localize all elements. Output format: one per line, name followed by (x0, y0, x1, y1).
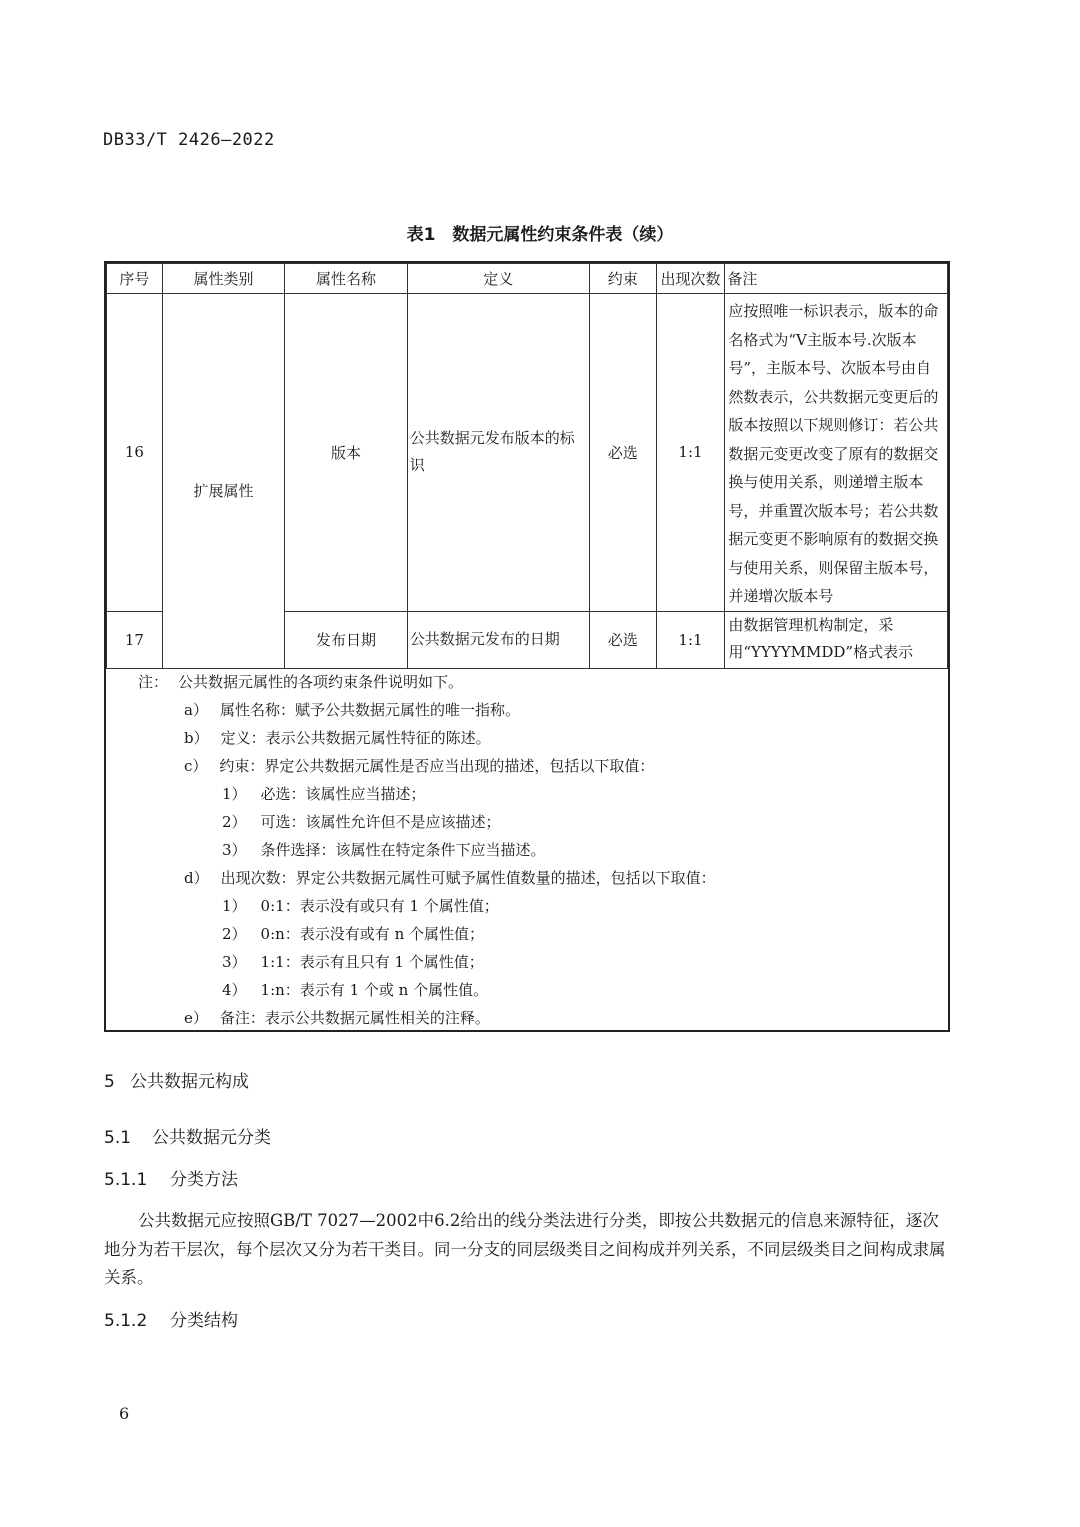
note-mark: 2） (222, 813, 247, 831)
paragraph-text: 公共数据元应按照GB/T 7027—2002中6.2给出的线分类法进行分类，即按公共数据元的信息来源特征，逐次地分为若干层次，每个层次又分为若干类目。同一分支的同层级类目之间构成并列关系，不同层级类目之间构成隶属关系。 (104, 1211, 946, 1287)
section-5-1-1-heading (104, 1165, 238, 1190)
note-subitem (222, 951, 484, 972)
section-title: 公共数据元分类 (152, 1128, 271, 1148)
document-id: DB33/T 2426—2022 (103, 130, 275, 150)
cell-remarks: 由数据管理机构制定，采用“YYYYMMDD”格式表示 (725, 611, 948, 668)
note-subitem (222, 923, 484, 944)
cell-occurrence: 1:1 (656, 294, 725, 612)
note-text: 属性名称：赋予公共数据元属性的唯一指称。 (219, 701, 520, 719)
cell-definition: 公共数据元发布的日期 (407, 611, 589, 668)
col-header-remarks: 备注 (725, 264, 948, 294)
note-text: 1:1：表示有且只有 1 个属性值； (260, 953, 484, 971)
col-header-seq: 序号 (107, 264, 163, 294)
note-subitem (222, 839, 546, 860)
note-subitem (222, 783, 426, 804)
note-mark: 1） (222, 785, 247, 803)
note-mark: 4） (222, 981, 247, 999)
cell-constraint: 必选 (589, 611, 656, 668)
note-text: 0:1：表示没有或只有 1 个属性值； (260, 897, 499, 915)
note-intro-line (138, 671, 463, 692)
section-number: 5.1.1 (104, 1170, 148, 1190)
note-text: 1:n：表示有 1 个或 n 个属性值。 (260, 981, 489, 999)
note-item (184, 867, 716, 888)
note-text: 必选：该属性应当描述； (260, 785, 426, 803)
col-header-definition: 定义 (407, 264, 589, 294)
cell-category: 扩展属性 (162, 294, 284, 669)
note-label: 注： (138, 673, 169, 691)
section-5-1-2-heading (104, 1306, 238, 1331)
note-subitem (222, 979, 488, 1000)
note-item (184, 1007, 490, 1028)
col-header-category: 属性类别 (162, 264, 284, 294)
note-mark: b） (184, 729, 209, 747)
col-header-occurrence: 出现次数 (656, 264, 725, 294)
note-text: 条件选择：该属性在特定条件下应当描述。 (260, 841, 546, 859)
note-mark: e） (184, 1009, 208, 1027)
section-5-1-heading (104, 1123, 271, 1148)
note-intro: 公共数据元属性的各项约束条件说明如下。 (178, 673, 464, 691)
table-caption: 表1 数据元属性约束条件表（续） (406, 225, 674, 245)
note-mark: 2） (222, 925, 247, 943)
section-number: 5.1.2 (104, 1311, 148, 1331)
note-subitem (222, 895, 499, 916)
note-text: 备注：表示公共数据元属性相关的注释。 (219, 1009, 490, 1027)
table-row (107, 294, 948, 612)
cell-seq: 17 (107, 611, 163, 668)
cell-constraint: 必选 (589, 294, 656, 612)
note-text: 出现次数：界定公共数据元属性可赋予属性值数量的描述，包括以下取值： (220, 869, 716, 887)
cell-occurrence: 1:1 (656, 611, 725, 668)
section-title: 分类结构 (170, 1311, 238, 1331)
note-text: 可选：该属性允许但不是应该描述； (260, 813, 501, 831)
note-text: 约束：界定公共数据元属性是否应当出现的描述，包括以下取值： (219, 757, 655, 775)
note-item (184, 727, 491, 748)
cell-name: 版本 (285, 294, 407, 612)
note-mark: 1） (222, 897, 247, 915)
cell-definition: 公共数据元发布版本的标识 (407, 294, 589, 612)
note-item (184, 699, 520, 720)
section-number: 5 (104, 1072, 115, 1092)
section-5-heading (104, 1067, 249, 1092)
col-header-name: 属性名称 (285, 264, 407, 294)
note-mark: 3） (222, 841, 247, 859)
note-subitem (222, 811, 501, 832)
section-title: 分类方法 (170, 1170, 238, 1190)
note-mark: 3） (222, 953, 247, 971)
col-header-constraint: 约束 (589, 264, 656, 294)
cell-remarks: 应按照唯一标识表示，版本的命名格式为“V主版本号.次版本号”，主版本号、次版本号由自然数表示，公共数据元变更后的版本按照以下规则修订：若公共数据元变更改变了原有的数据交换与使用关系，则递增主版本号，并重置次版本号；若公共数据元变更不影响原有的数据交换与使用关系，则保留主版本号，并递增次版本号 (725, 294, 948, 612)
page-number: 6 (119, 1404, 130, 1423)
body-paragraph (104, 1207, 952, 1293)
section-title: 公共数据元构成 (130, 1072, 249, 1092)
note-mark: a） (184, 701, 208, 719)
cell-name: 发布日期 (285, 611, 407, 668)
attribute-constraint-table (104, 261, 950, 1032)
note-mark: c） (184, 757, 208, 775)
note-text: 定义：表示公共数据元属性特征的陈述。 (220, 729, 491, 747)
note-mark: d） (184, 869, 209, 887)
note-text: 0:n：表示没有或有 n 个属性值； (260, 925, 485, 943)
cell-seq: 16 (107, 294, 163, 612)
section-number: 5.1 (104, 1128, 132, 1148)
note-item (184, 755, 654, 776)
table-header-row (107, 264, 948, 294)
